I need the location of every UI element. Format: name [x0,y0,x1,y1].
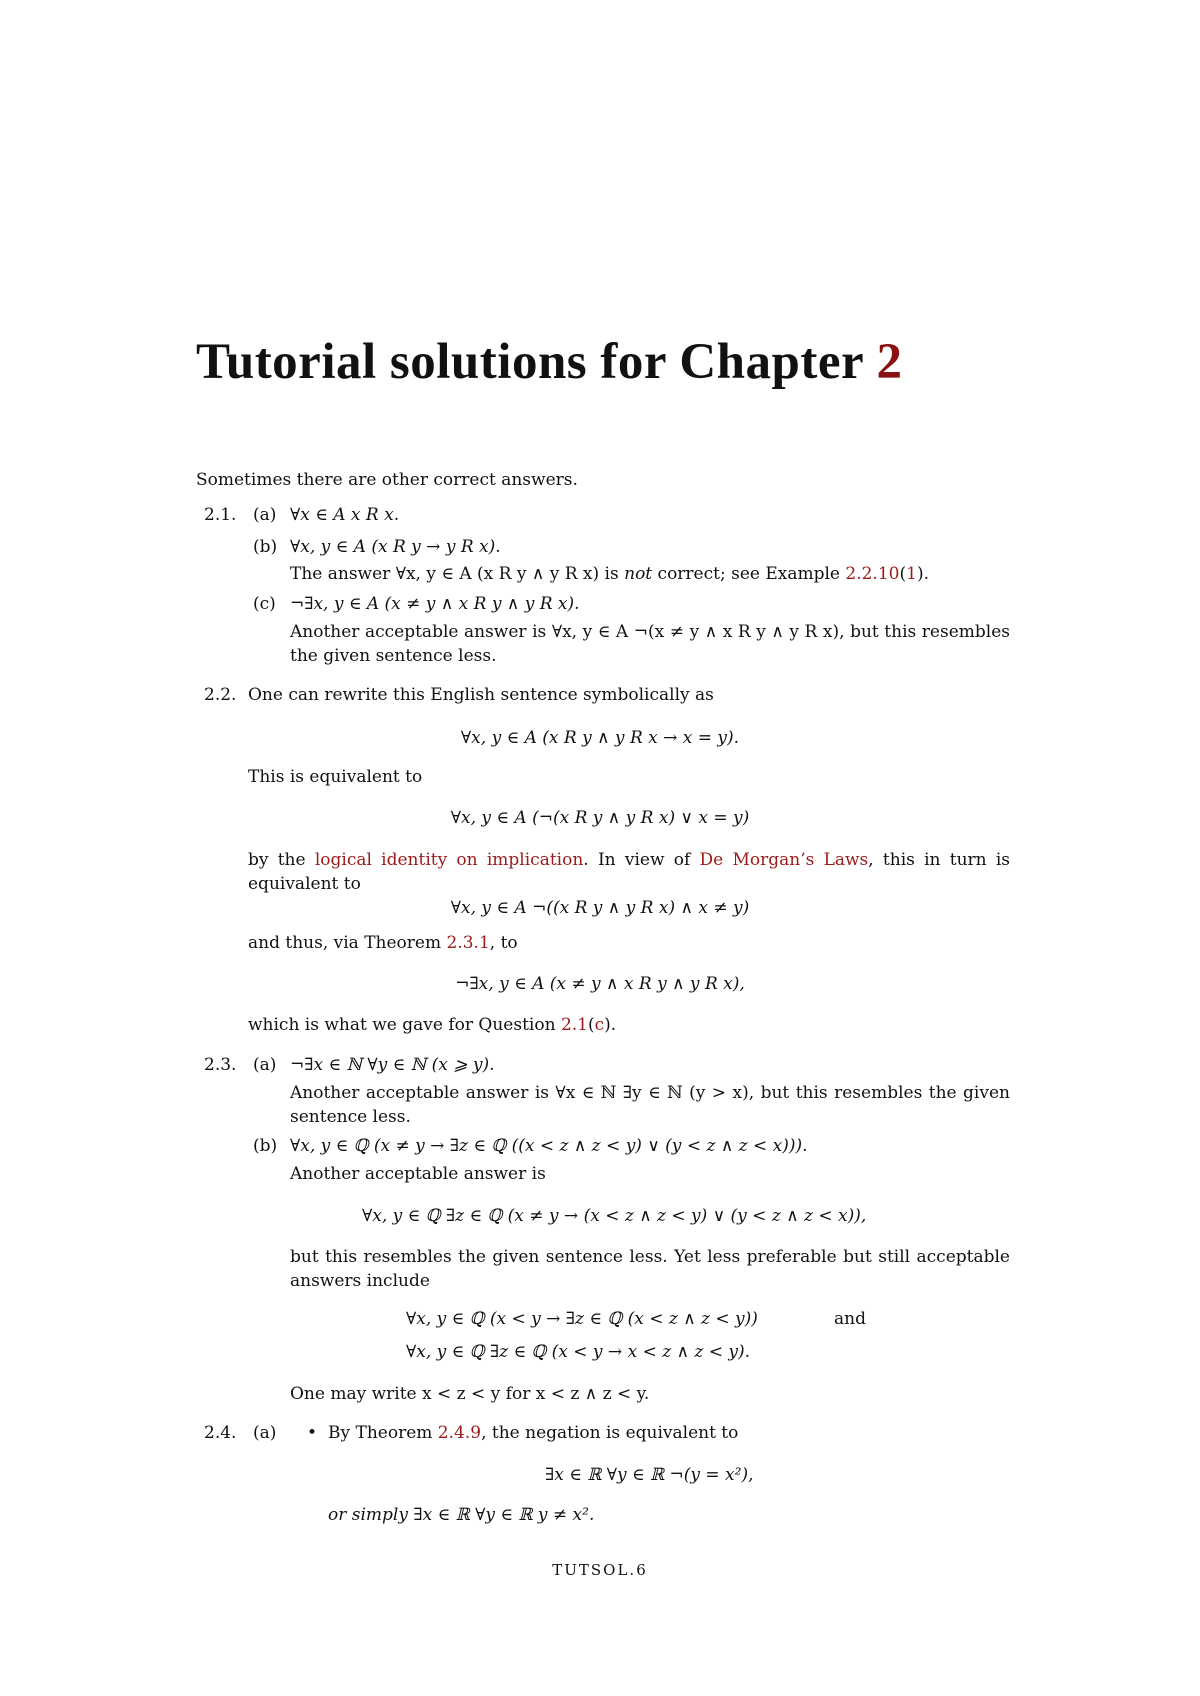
q22-which-paren: ( [587,1015,595,1035]
q21-b-note-not: not [624,564,653,584]
q22-eq1: ∀x, y ∈ A (x R y ∧ y R x → x = y). [460,728,740,748]
title-text: Tutorial solutions for Chapter [196,334,864,390]
q23-b-text: ∀x, y ∈ ℚ (x ≠ y → ∃z ∈ ℚ ((x < z ∧ z < y) ∨ (y < z ∧ z < x))). [290,1136,808,1156]
q21-b-note [290,564,929,584]
link-de-morgans-laws[interactable]: De Morgan’s Laws [699,850,869,870]
q23-b-note: Another acceptable answer is [290,1164,546,1184]
link-question-2-1[interactable]: 2.1 [560,1015,588,1035]
q21-b-note-paren: ( [899,564,907,584]
q22-by-pre: by the [248,850,315,870]
link-theorem-2-3-1[interactable]: 2.3.1 [446,933,490,953]
link-theorem-2-4-9[interactable]: 2.4.9 [437,1423,482,1443]
q21-a-label: (a) [253,505,277,525]
q24-a-label: (a) [253,1423,277,1443]
link-example-2-2-10[interactable]: 2.2.10 [845,564,900,584]
chapter-number: 2 [876,334,903,390]
q22-by-end: , this in turn is equivalent to [248,850,1011,894]
q24-eq1: ∃x ∈ ℝ ∀y ∈ ℝ ¬(y = x²), [545,1465,754,1485]
q21-b-text: ∀x, y ∈ A (x R y → y R x). [290,537,501,557]
q23-but: but this resembles the given sentence less. Yet less preferable but still acceptable answers include [290,1247,1010,1291]
q23-a-text: ¬∃x ∈ ℕ ∀y ∈ ℕ (x ⩾ y). [290,1055,495,1075]
q21-c-label: (c) [253,594,276,614]
q23-a-label: (a) [253,1055,277,1075]
q21-b-label: (b) [253,537,278,557]
q21-b-note-mid: correct; see Example [652,564,846,584]
q22-eq2: ∀x, y ∈ A (¬(x R y ∧ y R x) ∨ x = y) [450,808,750,828]
q21-c-text: ¬∃x, y ∈ A (x ≠ y ∧ x R y ∧ y R x). [290,594,580,614]
q22-thus-end: , to [489,933,518,953]
q21-b-note-pre: The answer ∀x, y ∈ A (x R y ∧ y R x) is [290,564,625,584]
page-footer: TUTSOL.6 [552,1561,648,1579]
q21-c-note: Another acceptable answer is ∀x, y ∈ A ¬(x ≠ y ∧ x R y ∧ y R x), but this resembles the given sentence less. [290,622,1010,666]
q23-b-label: (b) [253,1136,278,1156]
q22-which-pre: which is what we gave for Question [248,1015,561,1035]
q22-equiv: This is equivalent to [248,767,423,787]
q22-which-end: ). [604,1015,617,1035]
q23-and: and [834,1309,866,1329]
bullet-icon: • [307,1423,318,1443]
link-question-part-c[interactable]: c [594,1015,605,1035]
question-2-1-number: 2.1. [204,505,237,525]
q22-eq3: ∀x, y ∈ A ¬((x R y ∧ y R x) ∧ x ≠ y) [450,898,750,918]
q24-by-end: , the negation is equivalent to [481,1423,739,1443]
q22-intro: One can rewrite this English sentence symbolically as [248,685,714,705]
page-title [196,333,903,391]
q24-simply: or simply ∃x ∈ ℝ ∀y ∈ ℝ y ≠ x². [328,1505,595,1525]
q22-which [248,1015,616,1035]
q22-eq4: ¬∃x, y ∈ A (x ≠ y ∧ x R y ∧ y R x), [455,974,745,994]
q24-by-pre: By Theorem [328,1423,438,1443]
question-2-2-number: 2.2. [204,685,237,705]
q23-eq1: ∀x, y ∈ ℚ ∃z ∈ ℚ (x ≠ y → (x < z ∧ z < y) ∨ (y < z ∧ z < x)), [362,1206,867,1226]
q22-thus-pre: and thus, via Theorem [248,933,447,953]
q23-one-may: One may write x < z < y for x < z ∧ z < y. [290,1384,650,1404]
q21-a-text: ∀x ∈ A x R x. [290,505,400,525]
question-2-4-number: 2.4. [204,1423,237,1443]
question-2-3-number: 2.3. [204,1055,237,1075]
q22-by-paragraph [248,848,1010,896]
q23-a-note: Another acceptable answer is ∀x ∈ ℕ ∃y ∈ ℕ (y > x), but this resembles the given sentence less. [290,1083,1010,1127]
q23-eq2: ∀x, y ∈ ℚ (x < y → ∃z ∈ ℚ (x < z ∧ z < y)) [406,1309,758,1329]
q21-b-note-end: ). [916,564,929,584]
q22-by-mid: . In view of [583,850,700,870]
q24-by [328,1423,738,1443]
link-example-item-1[interactable]: 1 [906,564,917,584]
intro-text: Sometimes there are other correct answers. [196,470,578,490]
q23-eq3: ∀x, y ∈ ℚ ∃z ∈ ℚ (x < y → x < z ∧ z < y). [406,1342,751,1362]
q22-thus [248,933,518,953]
link-logical-identity-on-implication[interactable]: logical identity on implication [314,850,584,870]
